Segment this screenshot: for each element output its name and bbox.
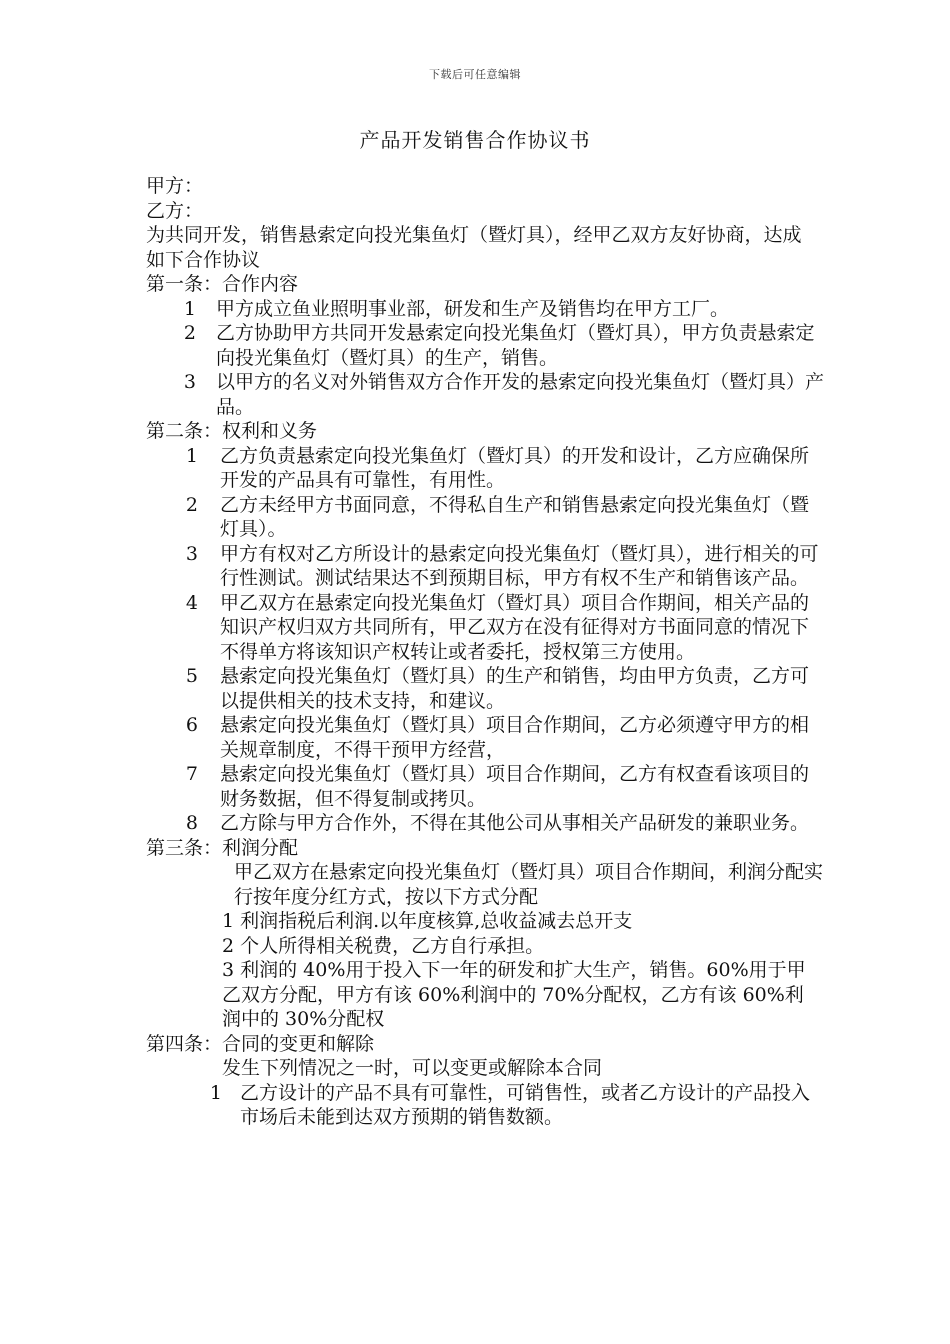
article4-intro: 发生下列情况之一时，可以变更或解除本合同 — [222, 1057, 603, 1079]
item-number: 8 — [185, 812, 198, 834]
article1-item — [146, 297, 826, 322]
article1-heading: 第一条：合作内容 — [146, 273, 299, 295]
article2-heading: 第二条：权利和义务 — [146, 420, 318, 442]
article2-item — [146, 811, 826, 836]
article1-item — [146, 321, 826, 370]
item-text: 乙方协助甲方共同开发悬索定向投光集鱼灯（暨灯具），甲方负责悬索定向投光集鱼灯（暨灯具）的生产，销售。 — [216, 322, 815, 369]
article3-heading: 第三条：利润分配 — [146, 836, 299, 859]
article2-item — [146, 664, 826, 713]
article3-intro: 甲乙双方在悬索定向投光集鱼灯（暨灯具）项目合作期间，利润分配实行按年度分红方式，按以下方式分配 — [234, 861, 824, 908]
article2-item — [146, 493, 826, 542]
item-number: 7 — [185, 763, 198, 785]
article4-item — [146, 1081, 826, 1130]
item-number: 1 — [183, 297, 196, 320]
document-body — [146, 174, 826, 1130]
item-text: 3 利润的 40%用于投入下一年的研发和扩大生产，销售。60%用于甲乙双方分配，甲方有该 60%利润中的 70%分配权，乙方有该 60%利润中的 30%分配权 — [222, 959, 806, 1030]
item-text: 甲方成立鱼业照明事业部，研发和生产及销售均在甲方工厂。 — [216, 297, 730, 320]
article4-heading: 第四条：合同的变更和解除 — [146, 1032, 375, 1055]
article3-item — [146, 909, 826, 934]
item-text: 乙方除与甲方合作外，不得在其他公司从事相关产品研发的兼职业务。 — [220, 812, 810, 834]
item-number: 5 — [185, 665, 198, 687]
item-text: 乙方未经甲方书面同意，不得私自生产和销售悬索定向投光集鱼灯（暨灯具）。 — [220, 493, 810, 540]
item-number: 2 — [183, 322, 196, 344]
item-text: 2 个人所得相关税费，乙方自行承担。 — [222, 934, 545, 957]
item-number: 2 — [185, 493, 198, 516]
item-text: 甲方有权对乙方所设计的悬索定向投光集鱼灯（暨灯具），进行相关的可行性测试。测试结果达不到预期目标，甲方有权不生产和销售该产品。 — [220, 542, 819, 589]
party-b-label: 乙方： — [146, 199, 204, 222]
article2-item — [146, 542, 826, 591]
item-number: 4 — [185, 591, 198, 614]
item-number: 3 — [183, 371, 196, 393]
item-text: 悬索定向投光集鱼灯（暨灯具）项目合作期间，乙方有权查看该项目的财务数据，但不得复制或拷贝。 — [220, 763, 810, 810]
item-text: 悬索定向投光集鱼灯（暨灯具）的生产和销售，均由甲方负责，乙方可以提供相关的技术支持，和建议。 — [220, 665, 810, 712]
party-a-label: 甲方： — [146, 175, 204, 197]
item-text: 甲乙双方在悬索定向投光集鱼灯（暨灯具）项目合作期间，相关产品的知识产权归双方共同所有，甲乙双方在没有征得对方书面同意的情况下不得单方将该知识产权转让或者委托，授权第三方使用。 — [220, 591, 810, 663]
document-title: 产品开发销售合作协议书 — [359, 128, 591, 152]
item-number: 1 — [209, 1081, 222, 1104]
item-text: 乙方负责悬索定向投光集鱼灯（暨灯具）的开发和设计，乙方应确保所开发的产品具有可靠性，有用性。 — [220, 444, 810, 491]
item-number: 6 — [185, 714, 198, 736]
article2-item — [146, 591, 826, 665]
header-note: 下载后可任意编辑 — [429, 68, 521, 81]
item-text: 以甲方的名义对外销售双方合作开发的悬索定向投光集鱼灯（暨灯具）产品。 — [216, 371, 825, 418]
article3-item — [146, 958, 812, 1032]
item-text: 1 利润指税后利润.以年度核算,总收益减去总开支 — [222, 910, 633, 932]
article2-item — [146, 444, 826, 493]
intro-paragraph: 为共同开发，销售悬索定向投光集鱼灯（暨灯具），经甲乙双方友好协商，达成如下合作协议 — [146, 224, 802, 271]
item-text: 悬索定向投光集鱼灯（暨灯具）项目合作期间，乙方必须遵守甲方的相关规章制度，不得干预甲方经营， — [220, 714, 810, 761]
article1-item — [146, 370, 826, 419]
item-number: 3 — [185, 542, 198, 565]
article2-item — [146, 762, 826, 811]
item-number: 1 — [185, 444, 198, 467]
article3-item — [146, 934, 826, 959]
item-text: 乙方设计的产品不具有可靠性，可销售性，或者乙方设计的产品投入市场后未能到达双方预期的销售数额。 — [240, 1081, 811, 1128]
article2-item — [146, 713, 826, 762]
